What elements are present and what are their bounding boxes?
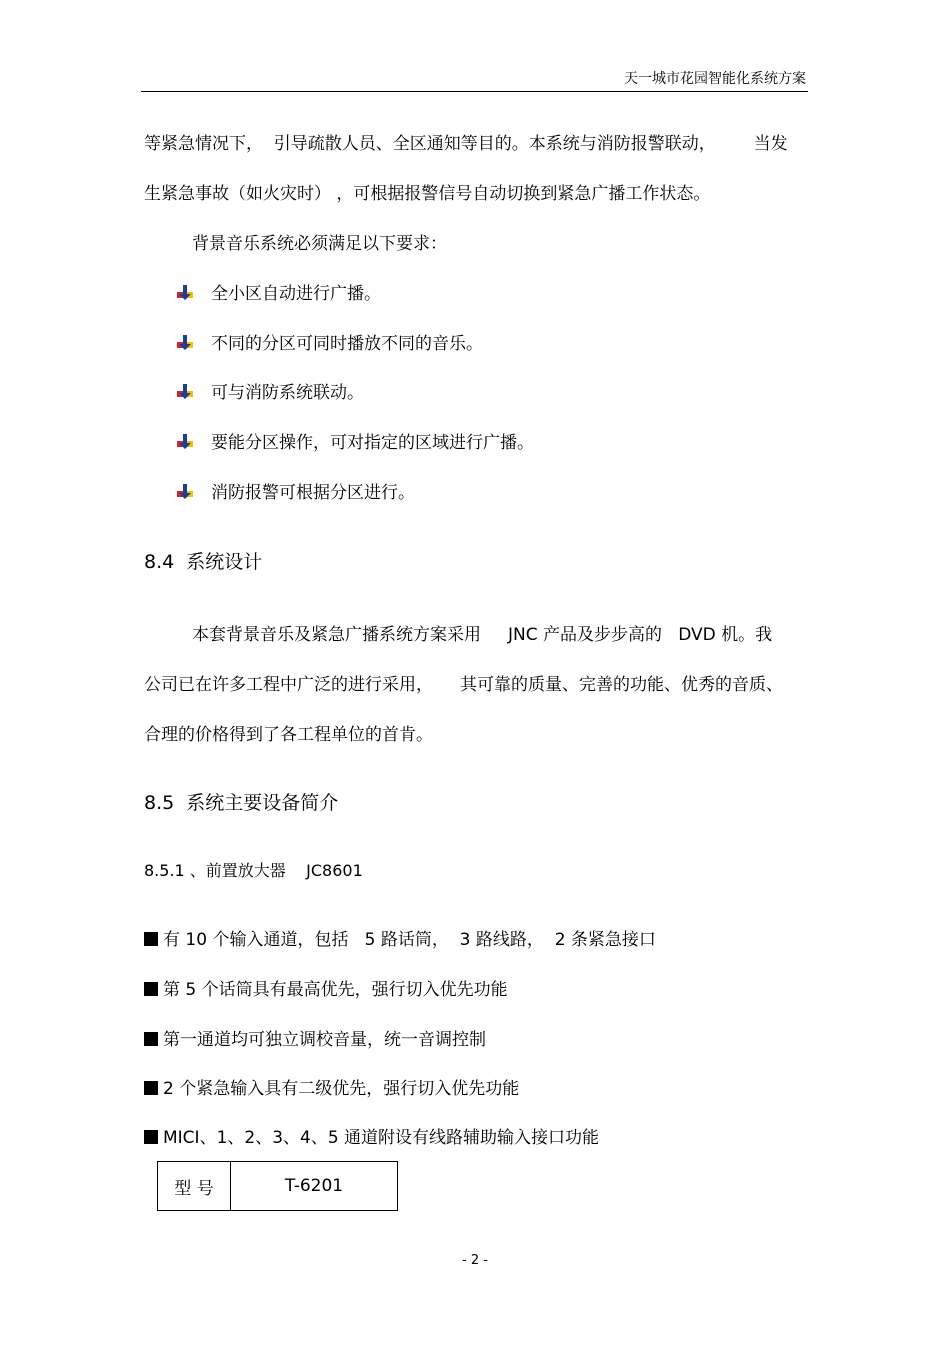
feature-item: 第一通道均可独立调校音量，统一音调控制 xyxy=(144,1029,486,1051)
black-square-icon xyxy=(144,1130,158,1144)
black-square-icon xyxy=(144,932,158,946)
arrow-down-bullet-icon xyxy=(177,384,193,400)
feature-item: 有 10 个输入通道，包括 5 路话筒， 3 路线路， 2 条紧急接口 xyxy=(144,929,656,951)
section-8-4-line-2: 公司已在许多工程中广泛的进行采用， 其可靠的质量、完善的功能、优秀的音质、 xyxy=(144,675,784,695)
arrow-down-bullet-icon xyxy=(177,335,193,351)
feature-item: 第 5 个话筒具有最高优先，强行切入优先功能 xyxy=(144,979,508,1001)
arrow-down-bullet-icon xyxy=(177,434,193,450)
requirement-item: 不同的分区可同时播放不同的音乐。 xyxy=(211,334,483,354)
feature-item: MICI、1、2、3、4、5 通道附设有线路辅助输入接口功能 xyxy=(144,1127,599,1149)
section-8-5-heading: 8.5 系统主要设备简介 xyxy=(144,792,339,814)
spec-label-cell: 型 号 xyxy=(158,1162,231,1211)
section-8-4-line-3: 合理的价格得到了各工程单位的首肯。 xyxy=(144,725,433,745)
requirement-item: 要能分区操作，可对指定的区域进行广播。 xyxy=(211,433,534,453)
arrow-down-bullet-icon xyxy=(177,484,193,500)
section-8-5-1-heading: 8.5.1 、前置放大器 JC8601 xyxy=(144,861,363,880)
requirement-item: 全小区自动进行广播。 xyxy=(211,284,381,304)
spec-table xyxy=(157,1161,398,1211)
requirement-item: 可与消防系统联动。 xyxy=(211,383,364,403)
intro-line-2: 生紧急事故（如火灾时） ，可根据报警信号自动切换到紧急广播工作状态。 xyxy=(144,184,711,204)
intro-line-1: 等紧急情况下， 引导疏散人员、全区通知等目的。本系统与消防报警联动， 当发 xyxy=(144,134,788,154)
arrow-down-bullet-icon xyxy=(177,285,193,301)
header-title: 天一城市花园智能化系统方案 xyxy=(624,71,806,87)
black-square-icon xyxy=(144,982,158,996)
requirement-item: 消防报警可根据分区进行。 xyxy=(211,483,415,503)
page-number: - 2 - xyxy=(462,1253,488,1268)
spec-value-cell: T-6201 xyxy=(231,1162,398,1211)
section-8-4-line-1: 本套背景音乐及紧急广播系统方案采用 JNC 产品及步步高的 DVD 机。我 xyxy=(192,625,773,645)
feature-item: 2 个紧急输入具有二级优先，强行切入优先功能 xyxy=(144,1078,519,1100)
table-row xyxy=(158,1162,398,1211)
header-rule xyxy=(141,91,808,92)
black-square-icon xyxy=(144,1081,158,1095)
black-square-icon xyxy=(144,1032,158,1046)
section-8-4-heading: 8.4 系统设计 xyxy=(144,551,263,573)
intro-line-3: 背景音乐系统必须满足以下要求： xyxy=(192,234,447,254)
